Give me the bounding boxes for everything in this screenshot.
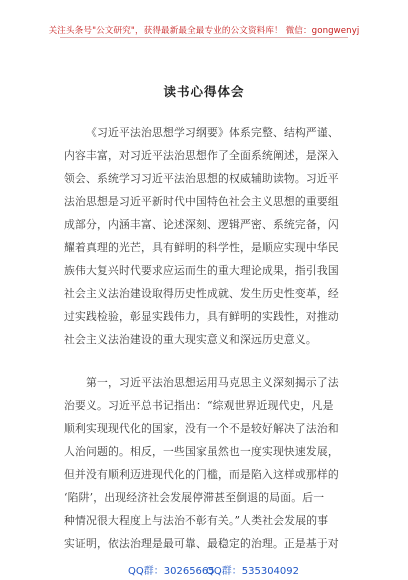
body-line: 成部分，内涵丰富、论述深刻、逻辑严密、系统完备，闪 bbox=[64, 218, 339, 231]
footer-qq-left: QQ群：30265665 bbox=[128, 566, 215, 577]
document-title: 读书心得体会 bbox=[163, 84, 245, 99]
body-line: 但并没有顺利迈进现代化的门槛，而是陷入这样或那样的 bbox=[64, 468, 339, 481]
body-line: 实证明，依法治理是最可靠、最稳定的治理。正是基于对 bbox=[64, 537, 339, 550]
body-line: 《习近平法治思想学习纲要》体系完整、结构严谨、 bbox=[86, 126, 339, 139]
footer-qq-right: QQ群：535304092 bbox=[206, 566, 300, 577]
body-line: 法治思想是习近平新时代中国特色社会主义思想的重要组 bbox=[64, 195, 339, 208]
body-line: 治要义。习近平总书记指出：“综观世界近现代史，凡是 bbox=[64, 399, 334, 412]
body-line: 族伟大复兴时代要求应运而生的重大理论成果，指引我国 bbox=[64, 264, 339, 277]
body-line: 人治问题的。相反，一些国家虽然也一度实现快速发展， bbox=[64, 445, 339, 458]
body-line: 第一，习近平法治思想运用马克思主义深刻揭示了法 bbox=[86, 376, 339, 389]
body-line: 内容丰富，对习近平法治思想作了全面系统阐述，是深入 bbox=[64, 149, 339, 162]
body-line: ‘陷阱’，出现经济社会发展停滞甚至倒退的局面。后一 bbox=[64, 491, 325, 504]
header-divider bbox=[60, 37, 348, 38]
body-line: 社会主义法治建设取得历史性成就、发生历史性变革，经 bbox=[64, 287, 339, 300]
body-line: 领会、系统学习习近平法治思想的权威辅助读物。习近平 bbox=[64, 172, 339, 185]
body-line: 种情况很大程度上与法治不彰有关。”人类社会发展的事 bbox=[64, 514, 329, 527]
header-notice: 关注头条号"公文研究"，获得最新最全最专业的公文资料库！ 微信：gongwenyj bbox=[48, 26, 360, 36]
body-line: 顺利实现现代化的国家，没有一个不是较好解决了法治和 bbox=[64, 422, 339, 435]
body-line: 过实践检验，彰显实践伟力，具有鲜明的实践性，对推动 bbox=[64, 310, 339, 323]
body-line: 社会主义法治建设的重大现实意义和深远历史意义。 bbox=[64, 333, 317, 346]
body-line: 耀着真理的光芒，具有鲜明的科学性，是顺应实现中华民 bbox=[64, 241, 339, 254]
